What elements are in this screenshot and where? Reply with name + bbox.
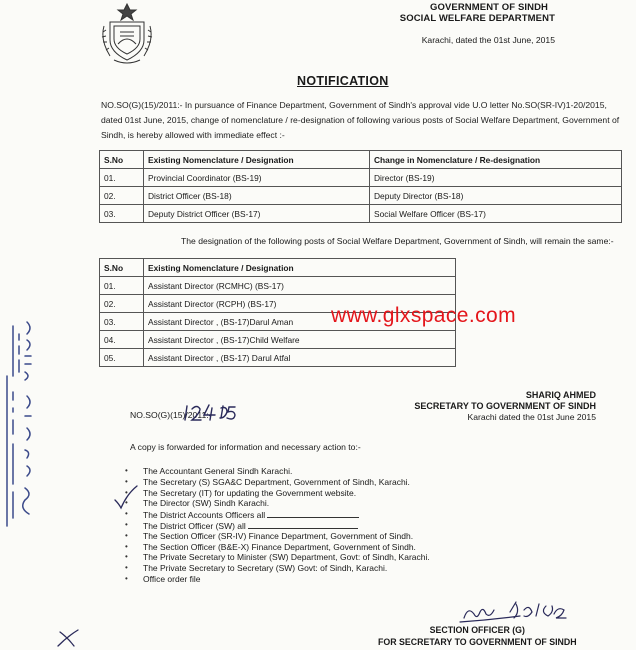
section-officer-for-line: FOR SECRETARY TO GOVERNMENT OF SINDH — [378, 637, 577, 647]
signatory-name: SHARIQ AHMED — [525, 390, 596, 400]
table-row — [100, 187, 622, 205]
signatory-designation: SECRETARY TO GOVERNMENT OF SINDH — [414, 401, 596, 411]
table-header-existing: Existing Nomenclature / Designation — [144, 151, 370, 169]
signature-block-secretary — [414, 390, 596, 423]
watermark-url: www.glxspace.com — [331, 304, 516, 327]
header-department: SOCIAL WELFARE DEPARTMENT — [399, 13, 555, 24]
table-header-change: Change in Nomenclature / Re-designation — [370, 151, 622, 169]
list-item: • The Private Secretary to Minister (SW) Department, Govt: of Sindh, Karachi. — [119, 552, 430, 563]
table-cell-existing: Assistant Director (RCPH) (BS-17) — [144, 295, 456, 313]
pen-scribble-mark — [54, 626, 82, 650]
list-item: • The Private Secretary to Secretary (SW) Govt: of Sindh, Karachi. — [119, 563, 430, 574]
table-row — [100, 331, 456, 349]
list-item: • The Secretary (IT) for updating the Government website. — [119, 488, 430, 499]
table-cell-change: Social Welfare Officer (BS-17) — [370, 205, 622, 223]
blank-underline — [267, 509, 359, 518]
table-row — [100, 205, 622, 223]
table-cell-existing: Assistant Director , (BS-17)Darul Aman — [144, 313, 456, 331]
table-header-existing: Existing Nomenclature / Designation — [144, 259, 456, 277]
table-header-row — [100, 259, 456, 277]
signatory-date-line: Karachi dated the 01st June 2015 — [467, 412, 596, 422]
table-cell-sno: 04. — [100, 331, 144, 349]
table-cell-sno: 01. — [100, 169, 144, 187]
copy-distribution-list — [119, 466, 430, 585]
table-header-sno: S.No — [100, 259, 144, 277]
copy-forward-line: A copy is forwarded for information and necessary action to:- — [130, 442, 361, 452]
reference-number: NO.SO(G)(15)/2011:- — [130, 410, 212, 420]
table-header-sno: S.No — [100, 151, 144, 169]
table-row — [100, 277, 456, 295]
list-item: • The Secretary (S) SGA&C Department, Government of Sindh, Karachi. — [119, 477, 430, 488]
table-cell-sno: 01. — [100, 277, 144, 295]
table-cell-sno: 02. — [100, 295, 144, 313]
list-item: • The Section Officer (B&E-X) Finance Department, Government of Sindh. — [119, 542, 430, 553]
table-header-row — [100, 151, 622, 169]
table-cell-sno: 02. — [100, 187, 144, 205]
blank-underline — [248, 520, 358, 529]
list-item: • The Accountant General Sindh Karachi. — [119, 466, 430, 477]
table-row — [100, 169, 622, 187]
table-cell-change: Deputy Director (BS-18) — [370, 187, 622, 205]
table-cell-existing: Assistant Director (RCMHC) (BS-17) — [144, 277, 456, 295]
handwritten-number-mark — [183, 402, 253, 424]
list-item: • The Director (SW) Sindh Karachi. — [119, 498, 430, 509]
list-item-text: The District Accounts Officers all — [143, 510, 266, 521]
table-cell-sno: 03. — [100, 313, 144, 331]
table-cell-existing: Assistant Director , (BS-17) Darul Atfal — [144, 349, 456, 367]
table-row — [100, 349, 456, 367]
list-item — [119, 520, 430, 531]
signature-block-section-officer — [378, 624, 577, 648]
table-cell-existing: Assistant Director , (BS-17)Child Welfare — [144, 331, 456, 349]
sindh-government-emblem-icon — [96, 0, 158, 66]
pen-tick-mark — [112, 484, 138, 510]
list-item — [119, 509, 430, 520]
list-item: • Office order file — [119, 574, 430, 585]
diary-stamp-mark — [5, 316, 41, 532]
table-cell-existing: Provincial Coordinator (BS-19) — [144, 169, 370, 187]
header-government: GOVERNMENT OF SINDH — [429, 2, 548, 13]
table-cell-existing: Deputy District Officer (BS-17) — [144, 205, 370, 223]
list-item: • The Section Officer (SR-IV) Finance Department, Government of Sindh. — [119, 531, 430, 542]
remain-same-line: The designation of the following posts of Social Welfare Department, Government of Sindh, will remain the same:- — [181, 236, 614, 246]
table-cell-sno: 03. — [100, 205, 144, 223]
list-item-text: The District Officer (SW) all — [143, 520, 246, 531]
table-cell-change: Director (BS-19) — [370, 169, 622, 187]
header-date-line: Karachi, dated the 01st June, 2015 — [421, 35, 555, 45]
notification-paragraph: NO.SO(G)(15)/2011:- In pursuance of Finance Department, Government of Sindh's approval vide U.O letter No.SO(SR-IV)1-20/2015, dated 01st June, 2015, change of nomenclature / re-designation of following various posts of Social Welfare Department, Government of Sindh, is hereby allowed with immediate effect :- — [101, 100, 620, 140]
table-cell-existing: District Officer (BS-18) — [144, 187, 370, 205]
section-officer-designation: SECTION OFFICER (G) — [429, 625, 525, 635]
table-cell-sno: 05. — [100, 349, 144, 367]
page-title: NOTIFICATION — [297, 74, 389, 88]
redesignation-table — [99, 150, 622, 223]
